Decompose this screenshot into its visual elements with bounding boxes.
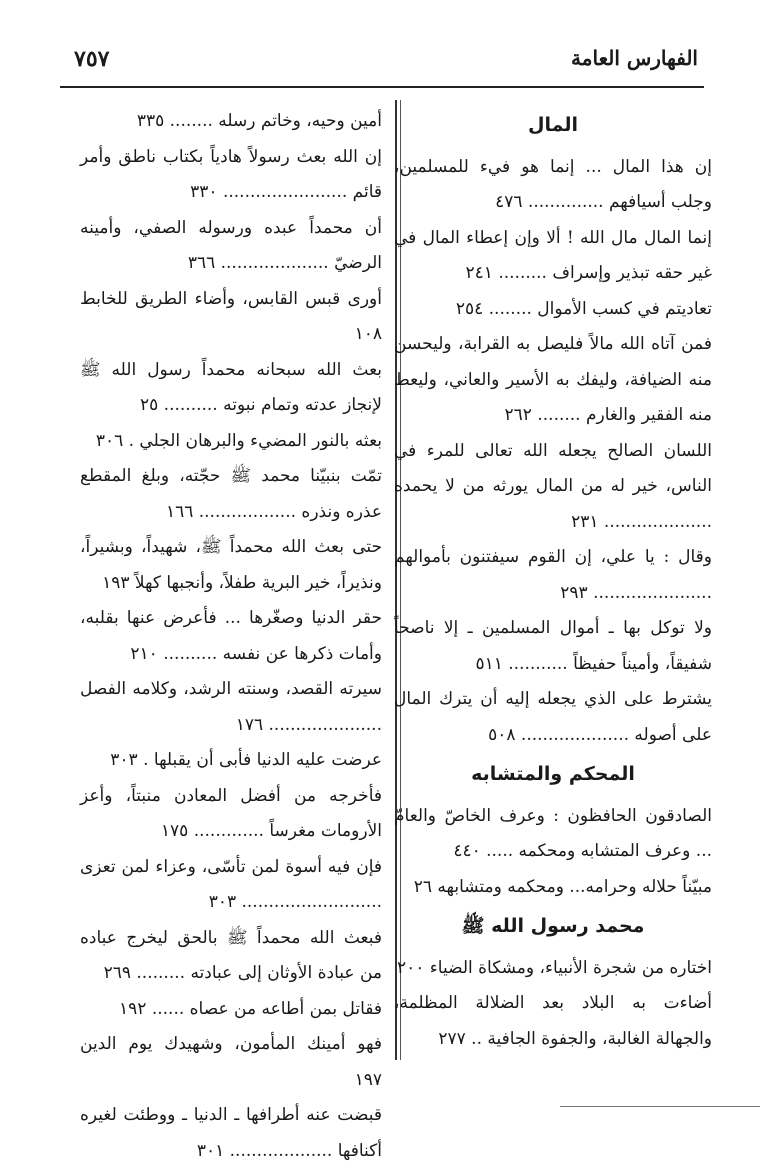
running-header: الفهارس العامة <box>571 46 698 70</box>
index-entry: إنما المال مال الله ! ألا وإن إعطاء المال في غير حقه تبذير وإسراف ......... ٢٤١ <box>394 227 712 283</box>
section-title-muhammad: محمد رسول الله ﷺ <box>461 915 645 937</box>
index-entry: تمّت بنبيّنا محمد ﷺ حجّته، وبلغ المقطع عذره ونذره .................. ١٦٦ <box>80 466 382 522</box>
index-entry: فهو أمينك المأمون، وشهيدك يوم الدين ١٩٧ <box>80 1034 382 1090</box>
index-entry: بعثه بالنور المضيء والبرهان الجلي . ٣٠٦ <box>95 430 382 451</box>
index-entry: أن محمداً عبده ورسوله الصفي، وأمينه الرضيّ .................... ٣٦٦ <box>80 217 382 273</box>
index-entry: اللسان الصالح يجعله الله تعالى للمرء في الناس، خير له من المال يورثه من لا يحمده .................... ٢٣١ <box>394 440 712 532</box>
index-entry: مبيّناً حلاله وحرامه... ومحكمه ومتشابهه ٢٦ <box>413 876 712 897</box>
header-rule <box>60 86 704 88</box>
index-entry: حقر الدنيا وصغّرها ... فأعرض عنها بقلبه، وأمات ذكرها عن نفسه .......... ٢١٠ <box>80 608 382 664</box>
section-title-muhkam: المحكم والمتشابه <box>471 763 635 785</box>
index-entry: إن الله بعث رسولاً هادياً بكتاب ناطق وأمر قائم ....................... ٣٣٠ <box>80 146 382 202</box>
index-entry: أورى قبس القابس، وأضاء الطريق للخابط ١٠٨ <box>80 288 382 344</box>
index-entry: عرضت عليه الدنيا فأبى أن يقبلها . ٣٠٣ <box>110 750 382 770</box>
left-column <box>80 104 382 1169</box>
bottom-rule <box>560 1106 760 1107</box>
index-entry: تعاديتم في كسب الأموال ........ ٢٥٤ <box>455 298 712 319</box>
index-entry: الصادقون الحافظون : وعرف الخاصّ والعامّ ... وعرف المتشابه ومحكمه ..... ٤٤٠ <box>394 805 712 861</box>
right-column <box>394 104 712 1057</box>
index-entry: سيرته القصد، وسنته الرشد، وكلامه الفصل ..................... ١٧٦ <box>80 679 382 735</box>
index-entry: أمين وحيه، وخاتم رسله ........ ٣٣٥ <box>136 111 382 131</box>
index-entry: قبضت عنه أطرافها ـ الدنيا ـ ووطئت لغيره أكنافها ................... ٣٠١ <box>80 1105 382 1161</box>
index-entry: يشترط على الذي يجعله إليه أن يترك المال على أصوله .................... ٥٠٨ <box>394 689 712 745</box>
index-entry: بعث الله سبحانه محمداً رسول الله ﷺ لإنجاز عدته وتمام نبوته .......... ٢٥ <box>80 359 382 415</box>
index-entry: اختاره من شجرة الأنبياء، ومشكاة الضياء ٢٠٠ <box>396 957 712 978</box>
index-entry: وقال : يا علي، إن القوم سيفتنون بأموالهم ...................... ٢٩٣ <box>394 547 712 603</box>
index-entry: فبعث الله محمداً ﷺ بالحق ليخرج عباده من عبادة الأوثان إلى عبادته ......... ٢٦٩ <box>80 927 382 983</box>
index-entry: فمن آتاه الله مالاً فليصل به القرابة، وليحسن منه الضيافة، وليفك به الأسير والعاني، وليعط منه الفقير والغارم ........ ٢٦٢ <box>394 334 712 425</box>
section-title-money: المال <box>527 114 578 136</box>
page-number: ٧٥٧ <box>74 46 110 72</box>
index-entry: ولا توكل بها ـ أموال المسلمين ـ إلا ناصحاً شفيقاً، وأميناً حفيظاً ........... ٥١١ <box>394 618 712 674</box>
index-entry: فإن فيه أسوة لمن تأسّى، وعزاء لمن تعزى .......................... ٣٠٣ <box>80 856 382 912</box>
index-entry: حتى بعث الله محمداً ﷺ، شهيداً، وبشيراً، ونذيراً، خير البرية طفلاً، وأنجبها كهلاً ١٩٣ <box>80 537 382 593</box>
index-entry: إن هذا المال ... إنما هو فيء للمسلمين، وجلب أسيافهم .............. ٤٧٦ <box>394 156 712 212</box>
index-entry: فقاتل بمن أطاعه من عصاه ...... ١٩٢ <box>119 998 382 1019</box>
index-entry: أضاءت به البلاد بعد الضلالة المظلمة، والجهالة الغالبة، والجفوة الجافية .. ٢٧٧ <box>394 993 712 1049</box>
index-entry: فأخرجه من أفضل المعادن منبتاً، وأعز الأرومات مغرساً ............. ١٧٥ <box>80 785 382 841</box>
